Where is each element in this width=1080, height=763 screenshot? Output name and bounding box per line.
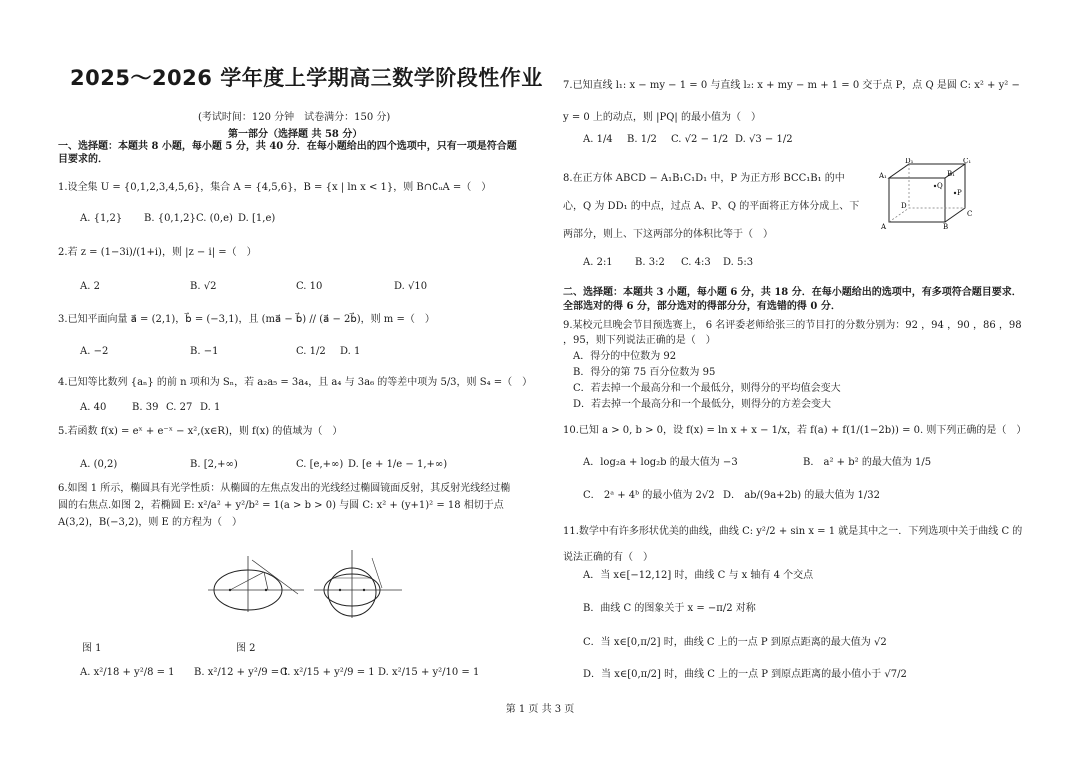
q7-option-c: C. √2 − 1/2 xyxy=(671,134,729,145)
q1-option-a: A. {1,2} xyxy=(80,213,123,224)
question-1-stem: 1.设全集 U = {0,1,2,3,4,5,6}，集合 A = {4,5,6}，B = {x | ln x < 1}，则 B∩∁ᵤA =（ ） xyxy=(58,182,492,193)
q8-option-c: C. 4:3 xyxy=(681,257,711,268)
q1-option-c: C. (0,e) xyxy=(196,213,233,224)
q2-option-b: B. √2 xyxy=(190,281,217,292)
page-title: 2025～2026 学年度上学期高三数学阶段性作业 xyxy=(70,66,543,90)
q10-option-c: C． 2ᵃ + 4ᵇ 的最小值为 2√2 xyxy=(583,490,715,501)
q6-option-a: A. x²/18 + y²/8 = 1 xyxy=(80,667,175,678)
question-10-stem: 10.已知 a > 0, b > 0，设 f(x) = ln x + x − 1/x，若 f(a) + f(1/(1−2b)) = 0. 则下列正确的是（ ） xyxy=(563,425,1027,436)
exam-info: (考试时间：120 分钟 试卷满分：150 分) xyxy=(198,112,391,123)
q2-option-c: C. 10 xyxy=(296,281,323,292)
cube-label-a1: A₁ xyxy=(879,172,887,180)
q5-option-b: B. [2,+∞) xyxy=(190,459,238,470)
q3-option-c: C. 1/2 xyxy=(296,346,326,357)
figure-1-label: 图 1 xyxy=(82,643,102,654)
page-footer: 第 1 页 共 3 页 xyxy=(505,704,575,715)
q3-option-d: D. 1 xyxy=(340,346,361,357)
question-9-stem: 9.某校元旦晚会节目预选赛上， 6 名评委老师给张三的节目打的分数分别为：92 ，94 ，90 ，86 ，98 ，95，则下列说法正确的是（ ） xyxy=(563,320,1022,346)
q11-option-d: D．当 x∈[0,π/2] 时，曲线 C 上的一点 P 到原点距离的最小值小于 √7/2 xyxy=(583,669,907,680)
q1-option-b: B. {0,1,2} xyxy=(144,213,196,224)
question-3-stem: 3.已知平面向量 a⃗ = (2,1)，b⃗ = (−3,1)，且 (ma⃗ − b⃗) // (a⃗ − 2b⃗)，则 m =（ ） xyxy=(58,314,435,325)
part-title: 第一部分（选择题 共 58 分） xyxy=(228,129,363,140)
q8-option-a: A. 2:1 xyxy=(583,257,613,268)
question-8-stem: 8.在正方体 ABCD − A₁B₁C₁D₁ 中，P 为正方形 BCC₁B₁ 的中心，Q 为 DD₁ 的中点，过点 A、P、Q 的平面将正方体分成上、下两部分，则上、下这两部分的体积比等于（ ） xyxy=(563,173,860,240)
cube-label-p: P xyxy=(957,189,962,197)
q5-option-a: A. (0,2) xyxy=(80,459,118,470)
figure-2-ellipse-circle xyxy=(312,548,404,620)
question-6-stem: 6.如图 1 所示，椭圆具有光学性质：从椭圆的左焦点发出的光线经过椭圆镜面反射，其反射光线经过椭圆的右焦点.如图 2，若椭圆 E: x²/a² + y²/b² = 1(a > b > 0) 与圆 C: x² + (y+1)² = 18 相切于点 A(3,2)，B(−3,2)，则 E 的方程为（ ） xyxy=(58,483,511,528)
q8-option-d: D. 5:3 xyxy=(723,257,754,268)
q9-option-b: B．得分的第 75 百分位数为 95 xyxy=(573,367,716,378)
cube-label-b: B xyxy=(943,223,949,230)
q7-option-b: B. 1/2 xyxy=(627,134,657,145)
cube-label-c1: C₁ xyxy=(963,158,972,165)
section2-header: 二、选择题：本题共 3 小题，每小题 6 分，共 18 分．在每小题给出的选项中，有多项符合题目要求．全部选对的得 6 分，部分选对的得部分分，有选错的得 0 分． xyxy=(563,287,1022,312)
q8-option-b: B. 3:2 xyxy=(635,257,665,268)
q9-option-a: A．得分的中位数为 92 xyxy=(573,351,677,362)
cube-label-d1: D₁ xyxy=(905,158,914,165)
q3-option-b: B. −1 xyxy=(190,346,219,357)
q9-option-c: C．若去掉一个最高分和一个最低分，则得分的平均值会变大 xyxy=(573,383,841,394)
q4-option-a: A. 40 xyxy=(80,402,107,413)
q4-option-d: D. 1 xyxy=(200,402,221,413)
q10-option-d: D． ab/(9a+2b) 的最大值为 1/32 xyxy=(723,490,881,501)
question-7-stem: 7.已知直线 l₁: x − my − 1 = 0 与直线 l₂: x + my − m + 1 = 0 交于点 P，点 Q 是圆 C: x² + y² − y = 0 上的动点，则 |PQ| 的最小值为（ ） xyxy=(563,80,1020,123)
cube-label-d: D xyxy=(901,202,907,210)
figure-1-ellipse xyxy=(208,552,308,614)
q5-option-c: C. [e,+∞) xyxy=(296,459,344,470)
q4-option-c: C. 27 xyxy=(166,402,193,413)
cube-figure xyxy=(879,158,975,230)
q2-option-a: A. 2 xyxy=(80,281,100,292)
q5-option-d: D. [e + 1/e − 1,+∞) xyxy=(348,459,448,470)
q7-option-d: D. √3 − 1/2 xyxy=(735,134,793,145)
q6-option-d: D. x²/15 + y²/10 = 1 xyxy=(378,667,480,678)
cube-label-q: Q xyxy=(937,182,943,190)
q2-option-d: D. √10 xyxy=(394,281,428,292)
q10-option-a: A．log₂a + log₂b 的最大值为 −3 xyxy=(583,457,738,468)
question-11-stem: 11.数学中有许多形状优美的曲线，曲线 C: y²/2 + sin x = 1 就是其中之一．下列选项中关于曲线 C 的说法正确的有（ ） xyxy=(563,526,1023,563)
figure-2-label: 图 2 xyxy=(236,643,256,654)
section1-header: 一、选择题：本题共 8 小题，每小题 5 分，共 40 分．在每小题给出的四个选项中，只有一项是符合题目要求的． xyxy=(58,141,517,165)
q6-option-c: C. x²/15 + y²/9 = 1 xyxy=(280,667,375,678)
q1-option-d: D. [1,e) xyxy=(238,213,276,224)
question-4-stem: 4.已知等比数列 {aₙ} 的前 n 项和为 Sₙ，若 a₂a₅ = 3a₄，且 a₄ 与 3a₆ 的等差中项为 5/3，则 S₄ =（ ） xyxy=(58,377,533,388)
q4-option-b: B. 39 xyxy=(132,402,159,413)
cube-label-b1: B₁ xyxy=(947,170,955,178)
q10-option-b: B． a² + b² 的最大值为 1/5 xyxy=(803,457,932,468)
question-5-stem: 5.若函数 f(x) = eˣ + e⁻ˣ − x²,(x∈R)，则 f(x) 的值域为（ ） xyxy=(58,426,343,437)
question-2-stem: 2.若 z = (1−3i)/(1+i)，则 |z − i| =（ ） xyxy=(58,247,257,258)
q11-option-c: C．当 x∈[0,π/2] 时，曲线 C 上的一点 P 到原点距离的最大值为 √2 xyxy=(583,637,887,648)
cube-label-c: C xyxy=(967,210,973,218)
q6-option-b: B. x²/12 + y²/9 = 1 xyxy=(194,667,289,678)
q3-option-a: A. −2 xyxy=(80,346,109,357)
cube-label-a: A xyxy=(881,223,887,230)
q9-option-d: D．若去掉一个最高分和一个最低分，则得分的方差会变大 xyxy=(573,399,832,410)
q11-option-b: B．曲线 C 的图象关于 x = −π/2 对称 xyxy=(583,603,756,614)
q11-option-a: A．当 x∈[−12,12] 时，曲线 C 与 x 轴有 4 个交点 xyxy=(583,570,814,581)
q7-option-a: A. 1/4 xyxy=(583,134,613,145)
